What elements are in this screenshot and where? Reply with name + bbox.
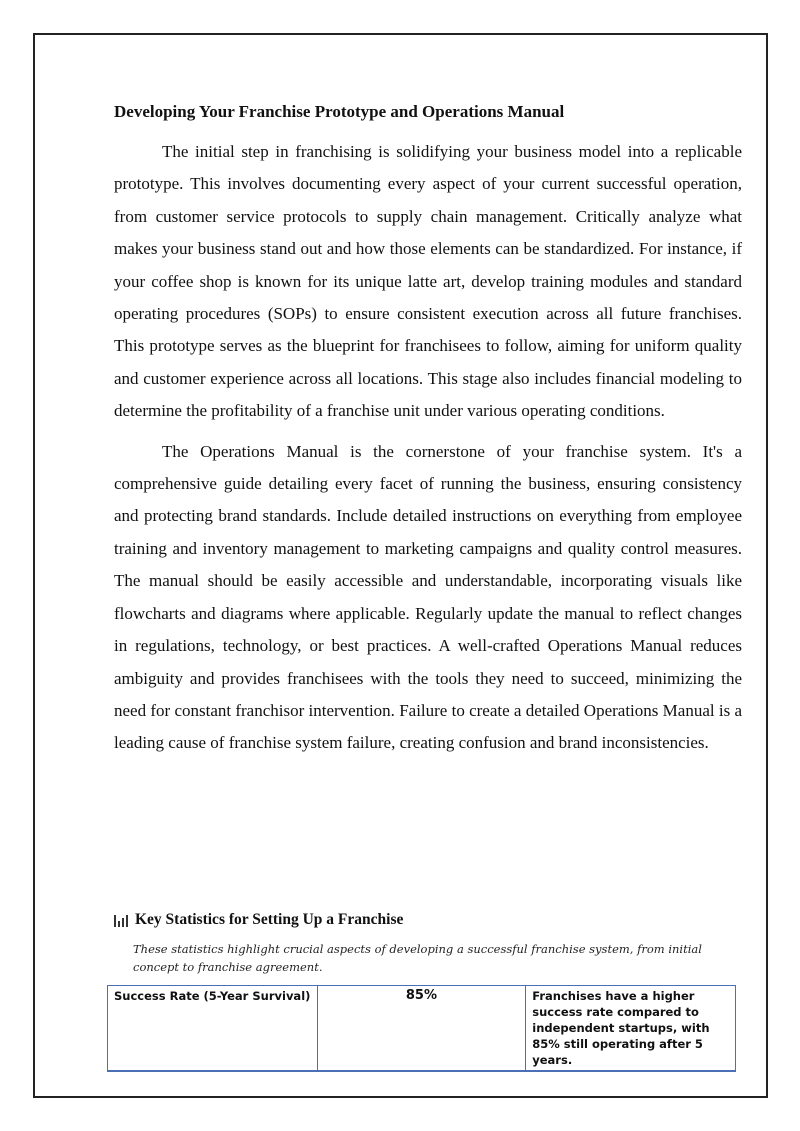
stat-description: Franchises have a higher success rate compared to independent startups, with 85% still operating after 5 years. xyxy=(526,986,736,1072)
stats-table xyxy=(107,985,736,1072)
stat-value: 85% xyxy=(317,986,526,1072)
stats-caption: These statistics highlight crucial aspects of developing a successful franchise system, from initial concept to franchise agreement. xyxy=(133,942,702,974)
paragraph-operations-manual: The Operations Manual is the cornerstone of your franchise system. It's a comprehensive guide detailing every facet of running the business, ensuring consistency and protecting brand standards. Include detailed instructions on everything from employee training and inventory management to marketing campaigns and quality control measures. The manual should be easily accessible and understandable, incorporating visuals like flowcharts and diagrams where applicable. Regularly update the manual to reflect changes in regulations, technology, or best practices. A well-crafted Operations Manual reduces ambiguity and provides franchisees with the tools they need to succeed, minimizing the need for constant franchisor intervention. Failure to create a detailed Operations Manual is a leading cause of franchise system failure, creating confusion and brand inconsistencies. xyxy=(114,441,742,753)
paragraph-prototype: The initial step in franchising is solidifying your business model into a replicable prototype. This involves documenting every aspect of your current successful operation, from customer service protocols to supply chain management. Critically analyze what makes your business stand out and how those elements can be standardized. For instance, if your coffee shop is known for its unique latte art, develop training modules and standard operating procedures (SOPs) to ensure consistent execution across all future franchises. This prototype serves as the blueprint for franchisees to follow, aiming for uniform quality and customer experience across all locations. This stage also includes financial modeling to determine the profitability of a franchise unit under various operating conditions. xyxy=(114,142,742,421)
section-heading: Developing Your Franchise Prototype and Operations Manual xyxy=(114,102,565,121)
stats-heading-text: Key Statistics for Setting Up a Franchise xyxy=(135,911,404,928)
stats-heading xyxy=(114,911,403,929)
document-body xyxy=(114,96,742,768)
bar-chart-icon xyxy=(114,914,128,927)
table-row xyxy=(108,986,736,1072)
stat-label: Success Rate (5-Year Survival) xyxy=(108,986,318,1072)
